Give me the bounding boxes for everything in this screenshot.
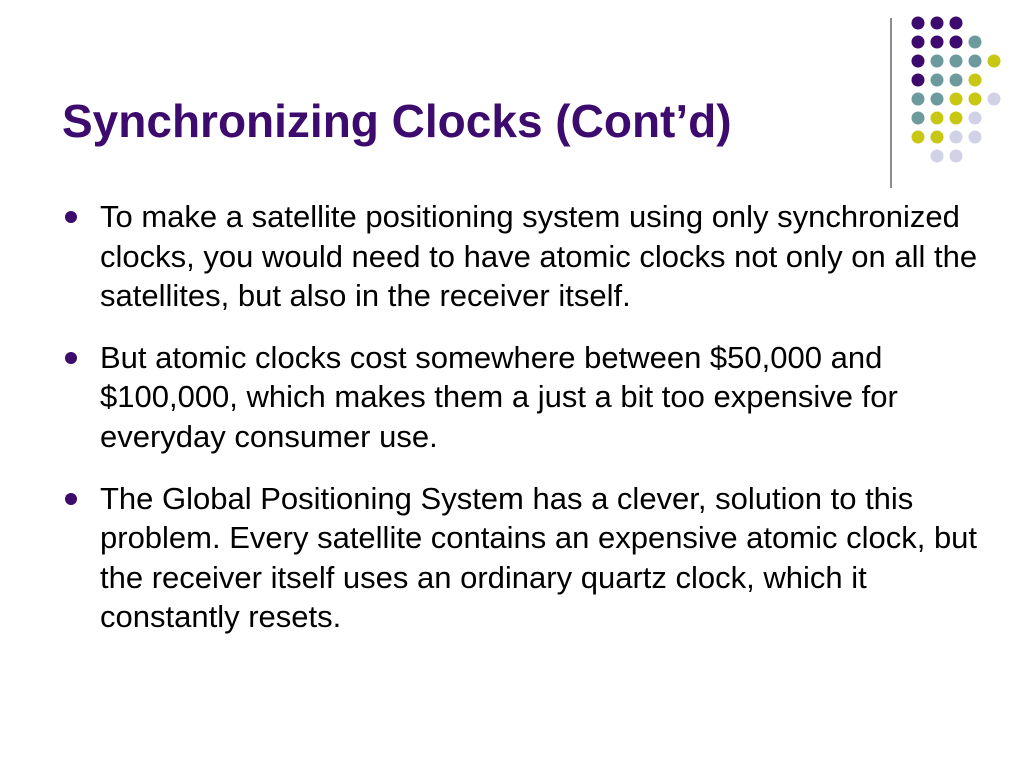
purple-dot xyxy=(950,36,963,49)
purple-dot xyxy=(931,36,944,49)
lavender-dot xyxy=(969,131,982,144)
bullet-text: But atomic clocks cost somewhere between $50,000 and $100,000, which makes them a just a bit too expensive for everyday consumer use. xyxy=(100,339,898,454)
slide-title: Synchronizing Clocks (Cont’d) xyxy=(62,95,732,147)
teal-dot xyxy=(950,74,963,87)
bullet-item xyxy=(62,479,982,637)
purple-dot xyxy=(912,74,925,87)
purple-dot xyxy=(912,55,925,68)
yellow-dot xyxy=(969,74,982,87)
teal-dot xyxy=(931,93,944,106)
bullet-item xyxy=(62,197,982,316)
teal-dot xyxy=(950,55,963,68)
yellow-dot xyxy=(931,131,944,144)
bullet-list xyxy=(62,197,982,659)
yellow-dot xyxy=(912,131,925,144)
yellow-dot xyxy=(950,112,963,125)
yellow-dot xyxy=(988,55,1001,68)
yellow-dot xyxy=(969,93,982,106)
purple-dot xyxy=(912,36,925,49)
lavender-dot xyxy=(950,150,963,163)
lavender-dot xyxy=(988,93,1001,106)
teal-dot xyxy=(969,55,982,68)
purple-dot xyxy=(912,17,925,30)
teal-dot xyxy=(931,74,944,87)
bullet-text: To make a satellite positioning system using only synchronized clocks, you would need to have atomic clocks not only on all the satellites, but also in the receiver itself. xyxy=(100,199,978,314)
yellow-dot xyxy=(950,93,963,106)
yellow-dot xyxy=(931,112,944,125)
teal-dot xyxy=(969,36,982,49)
teal-dot xyxy=(912,93,925,106)
purple-dot xyxy=(931,17,944,30)
lavender-dot xyxy=(931,150,944,163)
lavender-dot xyxy=(969,112,982,125)
lavender-dot xyxy=(950,131,963,144)
bullet-dot-icon xyxy=(65,493,77,505)
bullet-dot-icon xyxy=(65,352,77,364)
bullet-text: The Global Positioning System has a clever, solution to this problem. Every satellite contains an expensive atomic clock, but the receiver itself uses an ordinary quartz clock, which it constantly resets. xyxy=(100,480,978,635)
bullet-dot-icon xyxy=(65,211,77,223)
teal-dot xyxy=(912,112,925,125)
decorative-dot-grid xyxy=(0,0,1024,200)
bullet-item xyxy=(62,338,982,457)
teal-dot xyxy=(931,55,944,68)
purple-dot xyxy=(950,17,963,30)
